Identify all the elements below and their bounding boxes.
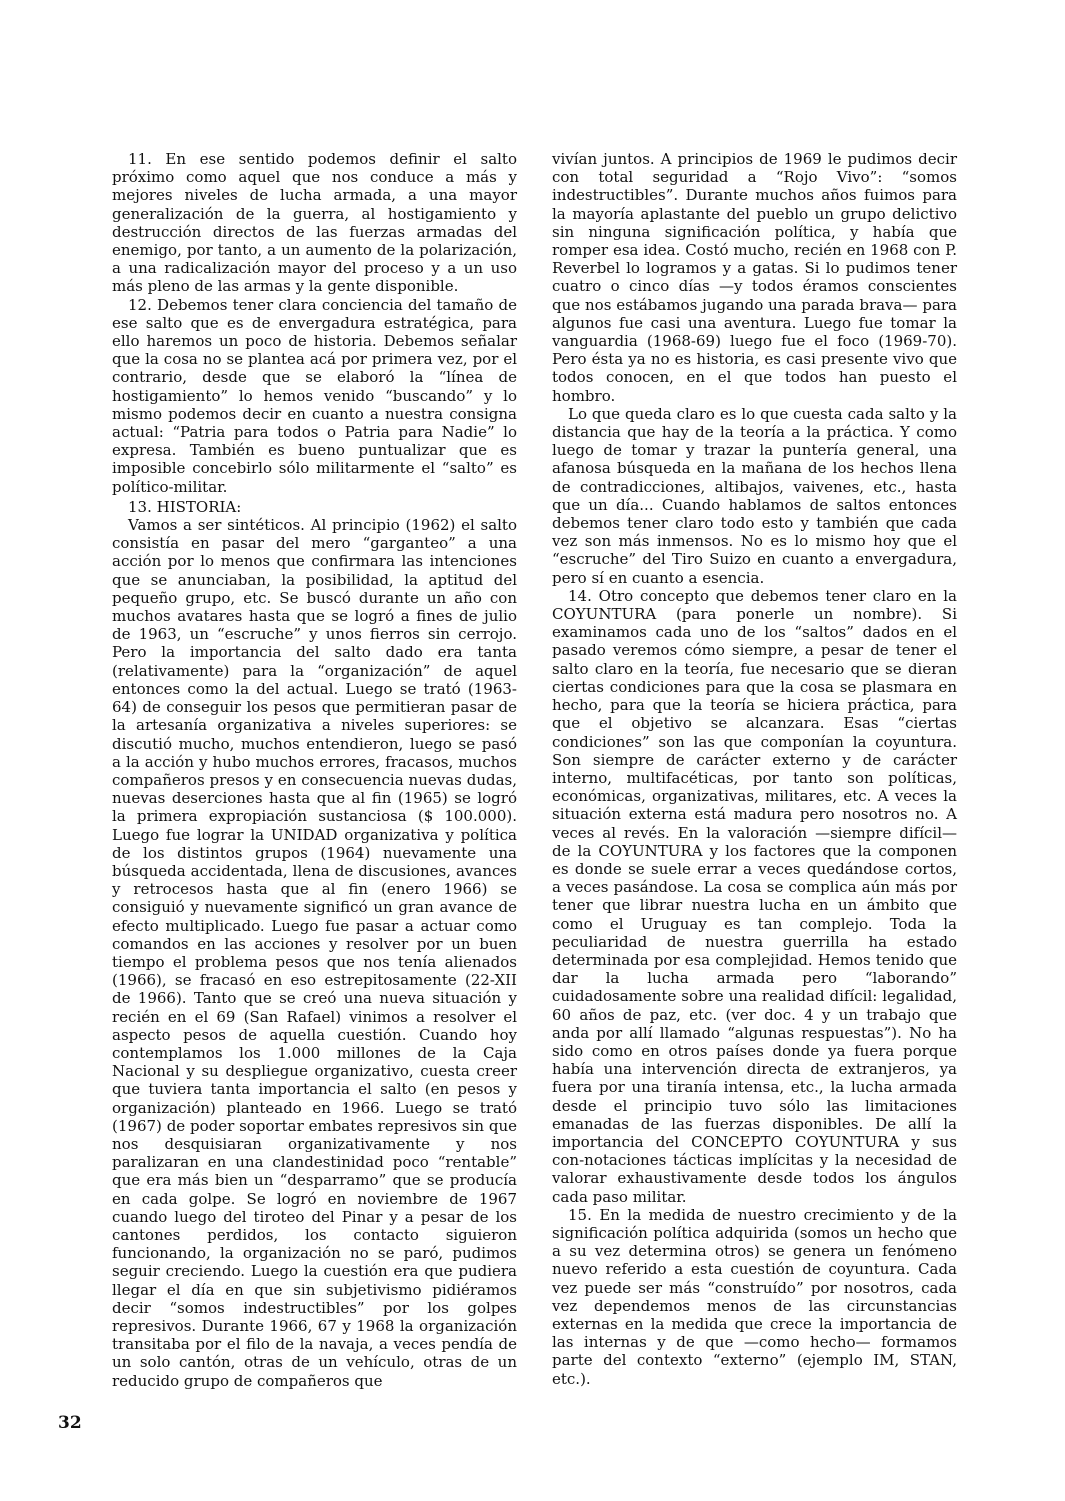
section-heading-historia: 13. HISTORIA: — [128, 497, 242, 516]
paragraph-11: 11. En ese sentido podemos definir el salto próximo como aquel que nos conduce a más y mejores niveles de lucha armada, a una mayor generalización de la guerra, al hostigamiento y destrucción directos de las fuerzas armadas del enemigo, por tanto, a un aumento de la polarización, a una radicalización mayor del proceso y a un uso más pleno de las armas y la gente disponible. — [112, 150, 517, 296]
paragraph-historia: Vamos a ser sintéticos. Al principio (1962) el salto consistía en pasar del mero “garganteo” a una acción por lo menos que confirmara las intenciones que se anunciaban, la posibilidad, la aptitud del pequeño grupo, etc. Se buscó durante un año con muchos avatares hasta que se logró a fines de julio de 1963, un “escruche” y unos fierros sin cerrojo. Pero la importancia del salto dado era tanta (relativamente) para la “organización” de aquel entonces como la del actual. Luego se trató (1963-64) de conseguir los pesos que permitieran pasar de la artesanía organizativa a niveles superiores: se discutió mucho, muchos entendieron, luego se pasó a la acción y hubo muchos errores, fracasos, muchos compañeros presos y en consecuencia nuevas dudas, nuevas deserciones hasta que al fin (1965) se logró la primera expropiación sustanciosa ($ 100.000). Luego fue lograr la UNIDAD organizativa y política de los distintos grupos (1964) nuevamente una búsqueda accidentada, llena de discusiones, avances y retrocesos hasta que al fin (enero 1966) se consiguió y nuevamente significó un gran avance de efecto multiplicado. Luego fue pasar a actuar como comandos en las acciones y resolver por un buen tiempo el problema pesos que nos tenía alienados (1966), se fracasó en eso estrepitosamente (22-XII de 1966). Tanto que se creó una nueva situación y recién en el 69 (San Rafael) vinimos a resolver el aspecto pesos de aquella cuestión. Cuando hoy contemplamos los 1.000 millones de la Caja Nacional y su despliegue organizativo, cuesta creer que tuviera tanta importancia el salto (en pesos y organización) planteado en 1966. Luego se trató (1967) de poder soportar embates represivos sin que nos desquisiaran organizativamente y nos paralizaran en una clandestinidad poco “rentable” que era más bien un “desparramo” que se producía en cada golpe. Se logró en noviembre de 1967 cuando luego del tiroteo del Pinar y a pesar de los cantones perdidos, los contacto siguieron funcionando, la organización no se paró, pudimos seguir creciendo. Luego la cuestión era que pudiera llegar el día en que sin subjetivismo pidiéramos decir “somos indestructibles” por los golpes represivos. Durante 1966, 67 y 1968 la organización transitaba por el filo de la navaja, a veces pendía de un solo cantón, otras de un vehículo, otras de un reducido grupo de compañeros que — [112, 516, 517, 1390]
right-text-column — [552, 150, 957, 1388]
paragraph-conclusion: Lo que queda claro es lo que cuesta cada salto y la distancia que hay de la teoría a la práctica. Y como luego de tomar y trazar la puntería general, una afanosa búsqueda en la mañana de los hechos llena de contradicciones, altibajos, vaivenes, etc., hasta que un día... Cuando hablamos de saltos entonces debemos tener claro todo esto y también que cada vez son más inmensos. No es lo mismo hoy que el “escruche” del Tiro Suizo en cuanto a envergadura, pero sí en cuanto a esencia. — [552, 404, 957, 587]
page-number: 32 — [58, 1413, 82, 1433]
paragraph-14: 14. Otro concepto que debemos tener claro en la COYUNTURA (para ponerle un nombre). Si examinamos cada uno de los “saltos” dados en el pasado veremos cómo siempre, a pesar de tener el salto claro en la teoría, fue necesario que se dieran ciertas condiciones para que la cosa se plasmara en hecho, para que la teoría se hiciera práctica, para que el objetivo se alcanzara. Esas “ciertas condiciones” son las que componían la coyuntura. Son siempre de carácter externo y de carácter interno, multifacéticas, por tanto son políticas, económicas, organizativas, militares, etc. A veces la situación externa está madura pero nosotros no. A veces al revés. En la valoración —siempre difícil— de la COYUNTURA y los factores que la componen es donde se suele errar a veces quedándose cortos, a veces pasándose. La cosa se complica aún más por tener que librar nuestra lucha en un ámbito que como el Uruguay es tan complejo. Toda la peculiaridad de nuestra guerrilla ha estado determinada por esa complejidad. Hemos tenido que dar la lucha armada pero “laborando” cuidadosamente sobre una realidad difícil: legalidad, 60 años de paz, etc. (ver doc. 4 y un trabajo que anda por allí llamado “algunas respuestas”). No ha sido como en otros países donde ya fuera porque había una intervención directa de extranjeros, ya fuera por una tiranía intensa, etc., la lucha armada desde el principio tuvo sólo las limitaciones emanadas de las fuerzas disponibles. De allí la importancia del CONCEPTO COYUNTURA y sus con-notaciones tácticas implícitas y la necesidad de valorar exhaustivamente desde todos los ángulos cada paso militar. — [552, 586, 957, 1206]
left-text-column — [112, 150, 517, 1390]
paragraph-continuation: vivían juntos. A principios de 1969 le pudimos decir con total seguridad a “Rojo Vivo”: “somos indestructibles”. Durante muchos años fuimos para la mayoría aplastante del pueblo un grupo delictivo sin ninguna significación política, y había que romper esa idea. Costó mucho, recién en 1968 con P. Reverbel lo logramos y a gatas. Si lo pudimos tener cuatro o cinco días —y todos éramos conscientes que nos estábamos jugando una parada brava— para algunos fue casi una aventura. Luego fue tomar la vanguardia (1968-69) luego fue el foco (1969-70). Pero ésta ya no es historia, es casi presente vivo que todos conocen, en el que todos han puesto el hombro. — [552, 150, 957, 405]
paragraph-12: 12. Debemos tener clara conciencia del tamaño de ese salto que es de envergadura estratégica, para ello haremos un poco de historia. Debemos señalar que la cosa no se plantea acá por primera vez, por el contrario, desde que se elaboró la “línea de hostigamiento” lo hemos venido “buscando” y lo mismo podemos decir en cuanto a nuestra consigna actual: “Patria para todos o Patria para Nadie” lo expresa. También es bueno puntualizar que es imposible concebirlo sólo militarmente el “salto” es político-militar. — [112, 295, 517, 496]
paragraph-15: 15. En la medida de nuestro crecimiento y de la significación política adquirida (somos un hecho que a su vez determina otros) se genera un fenómeno nuevo referido a esta cuestión de coyuntura. Cada vez puede ser más “construído” por nosotros, cada vez dependemos menos de las circunstancias externas en la medida que crece la importancia de las internas y de que —como hecho— formamos parte del contexto “externo” (ejemplo IM, STAN, etc.). — [552, 1205, 957, 1388]
